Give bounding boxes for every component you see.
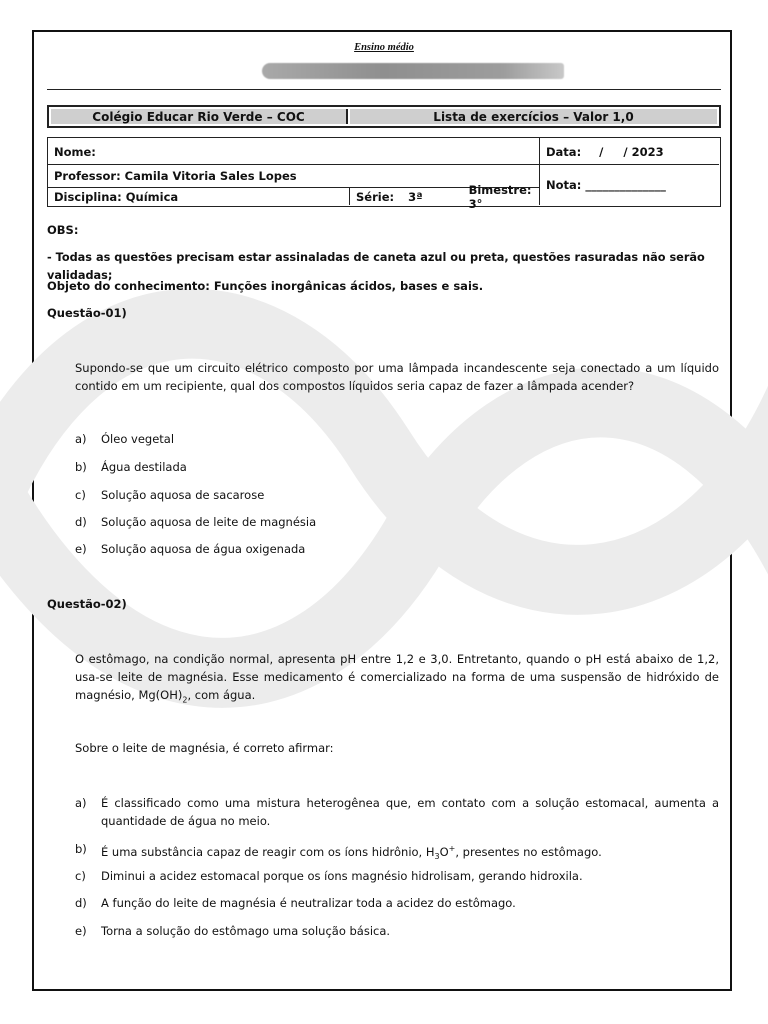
date-value: / / 2023 — [599, 145, 664, 159]
serie-label: Série: — [356, 189, 395, 204]
option-text: Solução aquosa de sacarose — [101, 488, 265, 502]
option-letter: a) — [75, 796, 87, 810]
date-field[interactable] — [540, 141, 720, 163]
obs-label: OBS: — [47, 223, 79, 237]
option-text-post: , presentes no estômago. — [455, 844, 602, 859]
question-1-stem: Supondo-se que um circuito elétrico composto por uma lâmpada incandescente seja conectado a um líquido contido em um recipiente, qual dos compostos líquidos seria capaz de fazer a lâmpada acender? — [75, 361, 719, 393]
option-letter: c) — [75, 488, 86, 502]
title-bar — [47, 105, 721, 128]
question-2-title: Questão-02) — [47, 597, 127, 611]
superscript: + — [448, 844, 456, 853]
q2-option-c — [75, 867, 719, 885]
discipline: Disciplina: Química — [54, 189, 179, 204]
q1-option-b — [75, 458, 719, 476]
option-text: Torna a solução do estômago uma solução básica. — [101, 924, 391, 938]
professor: Professor: Camila Vitoria Sales Lopes — [54, 169, 297, 183]
option-text: Solução aquosa de água oxigenada — [101, 542, 306, 556]
student-info-table — [47, 137, 721, 211]
option-letter: e) — [75, 924, 87, 938]
serie-value: 3ª — [408, 189, 423, 204]
q1-option-c — [75, 486, 719, 504]
redacted-school-name — [262, 63, 564, 79]
option-letter: b) — [75, 842, 87, 856]
knowledge-object: Objeto do conhecimento: Funções inorgânicas ácidos, bases e sais. — [47, 279, 484, 293]
stem-subscript: 2 — [182, 695, 188, 705]
bimestre: Bimestre: 3° — [468, 182, 532, 211]
q1-option-a — [75, 430, 719, 448]
option-text — [101, 840, 719, 866]
q1-option-e — [75, 540, 719, 558]
option-letter: e) — [75, 542, 87, 556]
q1-option-d — [75, 513, 719, 531]
option-text-mid: O — [439, 844, 449, 859]
stem-text: O estômago, na condição normal, apresenta pH entre 1,2 e 3,0. Entretanto, quando o pH está abaixo de 1,2, usa-se leite de magnésia. Esse medicamento é comercializado na forma de uma suspensão de hidróxido de magnésio, Mg(OH) — [75, 652, 719, 702]
option-text: Solução aquosa de leite de magnésia — [101, 515, 317, 529]
option-text: Óleo vegetal — [101, 432, 175, 446]
serie-field — [350, 182, 539, 211]
option-letter: d) — [75, 515, 87, 529]
school-name: Colégio Educar Rio Verde – COC — [51, 109, 348, 124]
stem-text-end: , com água. — [187, 688, 256, 702]
name-field[interactable]: Nome: — [54, 145, 96, 159]
education-level: Ensino médio — [354, 42, 414, 53]
question-2-prompt: Sobre o leite de magnésia, é correto afirmar: — [75, 741, 334, 755]
q2-option-a — [75, 794, 719, 830]
subscript: 3 — [434, 852, 440, 862]
option-text: Diminui a acidez estomacal porque os íons magnésio hidrolisam, gerando hidroxila. — [101, 869, 583, 883]
question-2-stem — [75, 650, 719, 709]
option-text: É classificado como uma mistura heterogênea que, em contato com a solução estomacal, aumenta a quantidade de água no meio. — [101, 796, 719, 828]
option-letter: d) — [75, 896, 87, 910]
obs-line-1: - Todas as questões precisam estar assinaladas de caneta azul ou preta, questões rasuradas não serão validadas; — [47, 251, 705, 282]
q2-option-e — [75, 922, 719, 940]
option-text-pre: É uma substância capaz de reagir com os íons hidrônio, H — [101, 844, 435, 859]
date-label: Data: — [546, 145, 582, 159]
q2-option-d — [75, 894, 719, 912]
option-letter: b) — [75, 460, 87, 474]
option-text: Água destilada — [101, 460, 187, 474]
header-divider — [47, 89, 721, 90]
q2-option-b — [75, 840, 719, 866]
option-letter: c) — [75, 869, 86, 883]
option-letter: a) — [75, 432, 87, 446]
question-1-title: Questão-01) — [47, 306, 127, 320]
option-text: A função do leite de magnésia é neutralizar toda a acidez do estômago. — [101, 896, 516, 910]
list-title: Lista de exercícios – Valor 1,0 — [350, 109, 717, 124]
nota-field[interactable]: Nota: ______________ — [546, 178, 666, 192]
